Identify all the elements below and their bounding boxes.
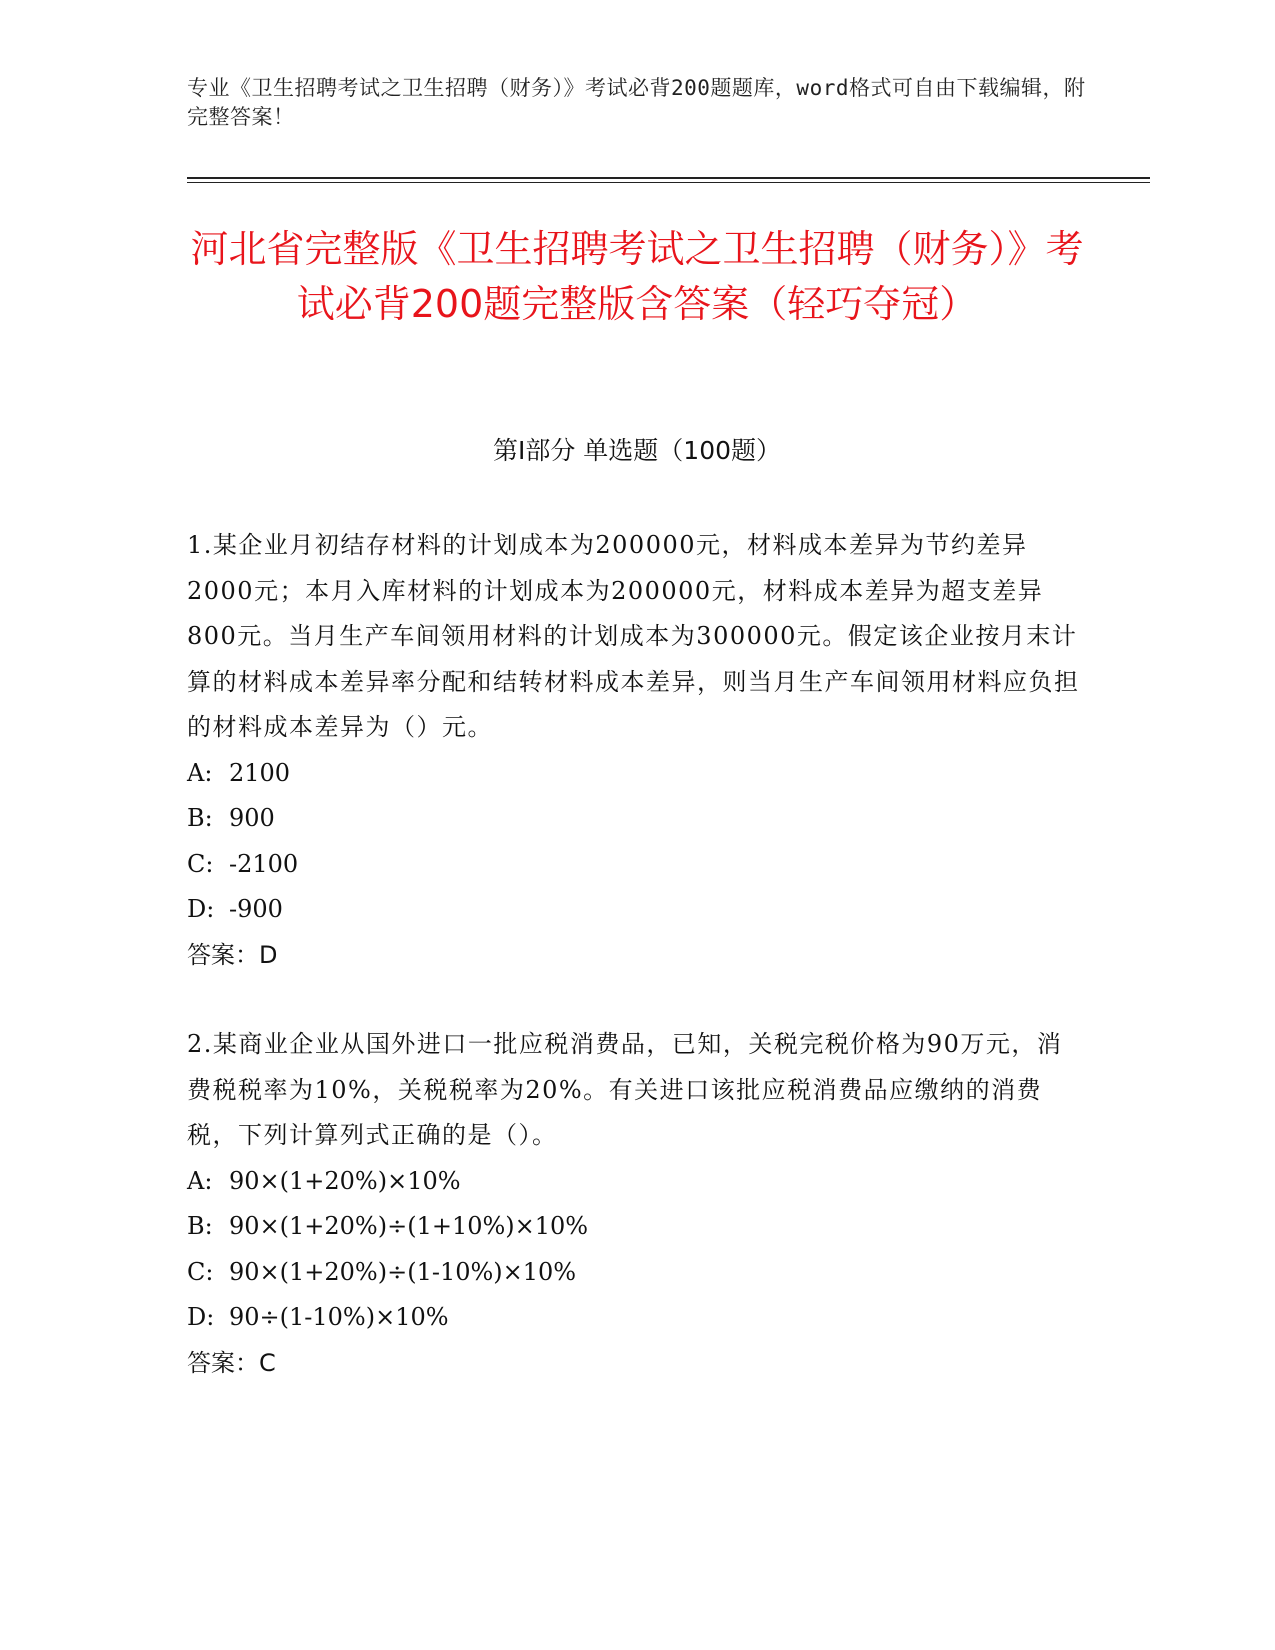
option-letter: C:: [187, 1257, 214, 1286]
option-value: 90×(1+20%)÷(1+10%)×10%: [229, 1212, 589, 1240]
header-note: 专业《卫生招聘考试之卫生招聘（财务）》考试必背200题题库，word格式可自由下载编辑，附完整答案！: [187, 76, 1086, 129]
option-d: [187, 1295, 1087, 1341]
option-value: 900: [229, 804, 275, 832]
option-letter: C:: [187, 849, 214, 878]
option-c: [187, 1250, 1087, 1296]
option-b: [187, 796, 1087, 842]
answer-line: 答案：C: [187, 1348, 276, 1377]
option-letter: A:: [187, 758, 213, 787]
question-text: 1.某企业月初结存材料的计划成本为200000元，材料成本差异为节约差异2000元；本月入库材料的计划成本为200000元，材料成本差异为超支差异800元。当月生产车间领用材料的计划成本为300000元。假定该企业按月末计算的材料成本差异率分配和结转材料成本差异，则当月生产车间领用材料应负担的材料成本差异为（）元。: [187, 531, 1080, 741]
header-divider-thin: [187, 182, 1150, 183]
option-b: [187, 1204, 1087, 1250]
option-value: 90÷(1-10%)×10%: [229, 1303, 449, 1331]
option-letter: D:: [187, 895, 215, 923]
option-a: [187, 751, 1087, 797]
answer-line: 答案：D: [187, 940, 278, 969]
question-1: [187, 523, 1087, 978]
option-d: [187, 887, 1087, 933]
option-letter: D:: [187, 1303, 215, 1331]
option-letter: B:: [187, 804, 213, 832]
option-value: 90×(1+20%)×10%: [229, 1166, 461, 1195]
option-value: -2100: [229, 849, 299, 878]
option-value: 90×(1+20%)÷(1-10%)×10%: [229, 1257, 577, 1286]
section-title: 第Ⅰ部分 单选题（100题）: [492, 436, 782, 465]
option-value: -900: [229, 895, 283, 923]
question-2: [187, 1022, 1087, 1386]
option-c: [187, 842, 1087, 888]
option-letter: B:: [187, 1212, 213, 1240]
option-value: 2100: [229, 758, 291, 787]
header-divider-thick: [187, 177, 1150, 179]
option-letter: A:: [187, 1166, 213, 1195]
document-title: 河北省完整版《卫生招聘考试之卫生招聘（财务）》考试必背200题完整版含答案（轻巧夺冠）: [190, 227, 1084, 326]
question-text: 2.某商业企业从国外进口一批应税消费品，已知，关税完税价格为90万元，消费税税率为10%，关税税率为20%。有关进口该批应税消费品应缴纳的消费税，下列计算列式正确的是（）。: [187, 1030, 1063, 1149]
option-a: [187, 1159, 1087, 1205]
